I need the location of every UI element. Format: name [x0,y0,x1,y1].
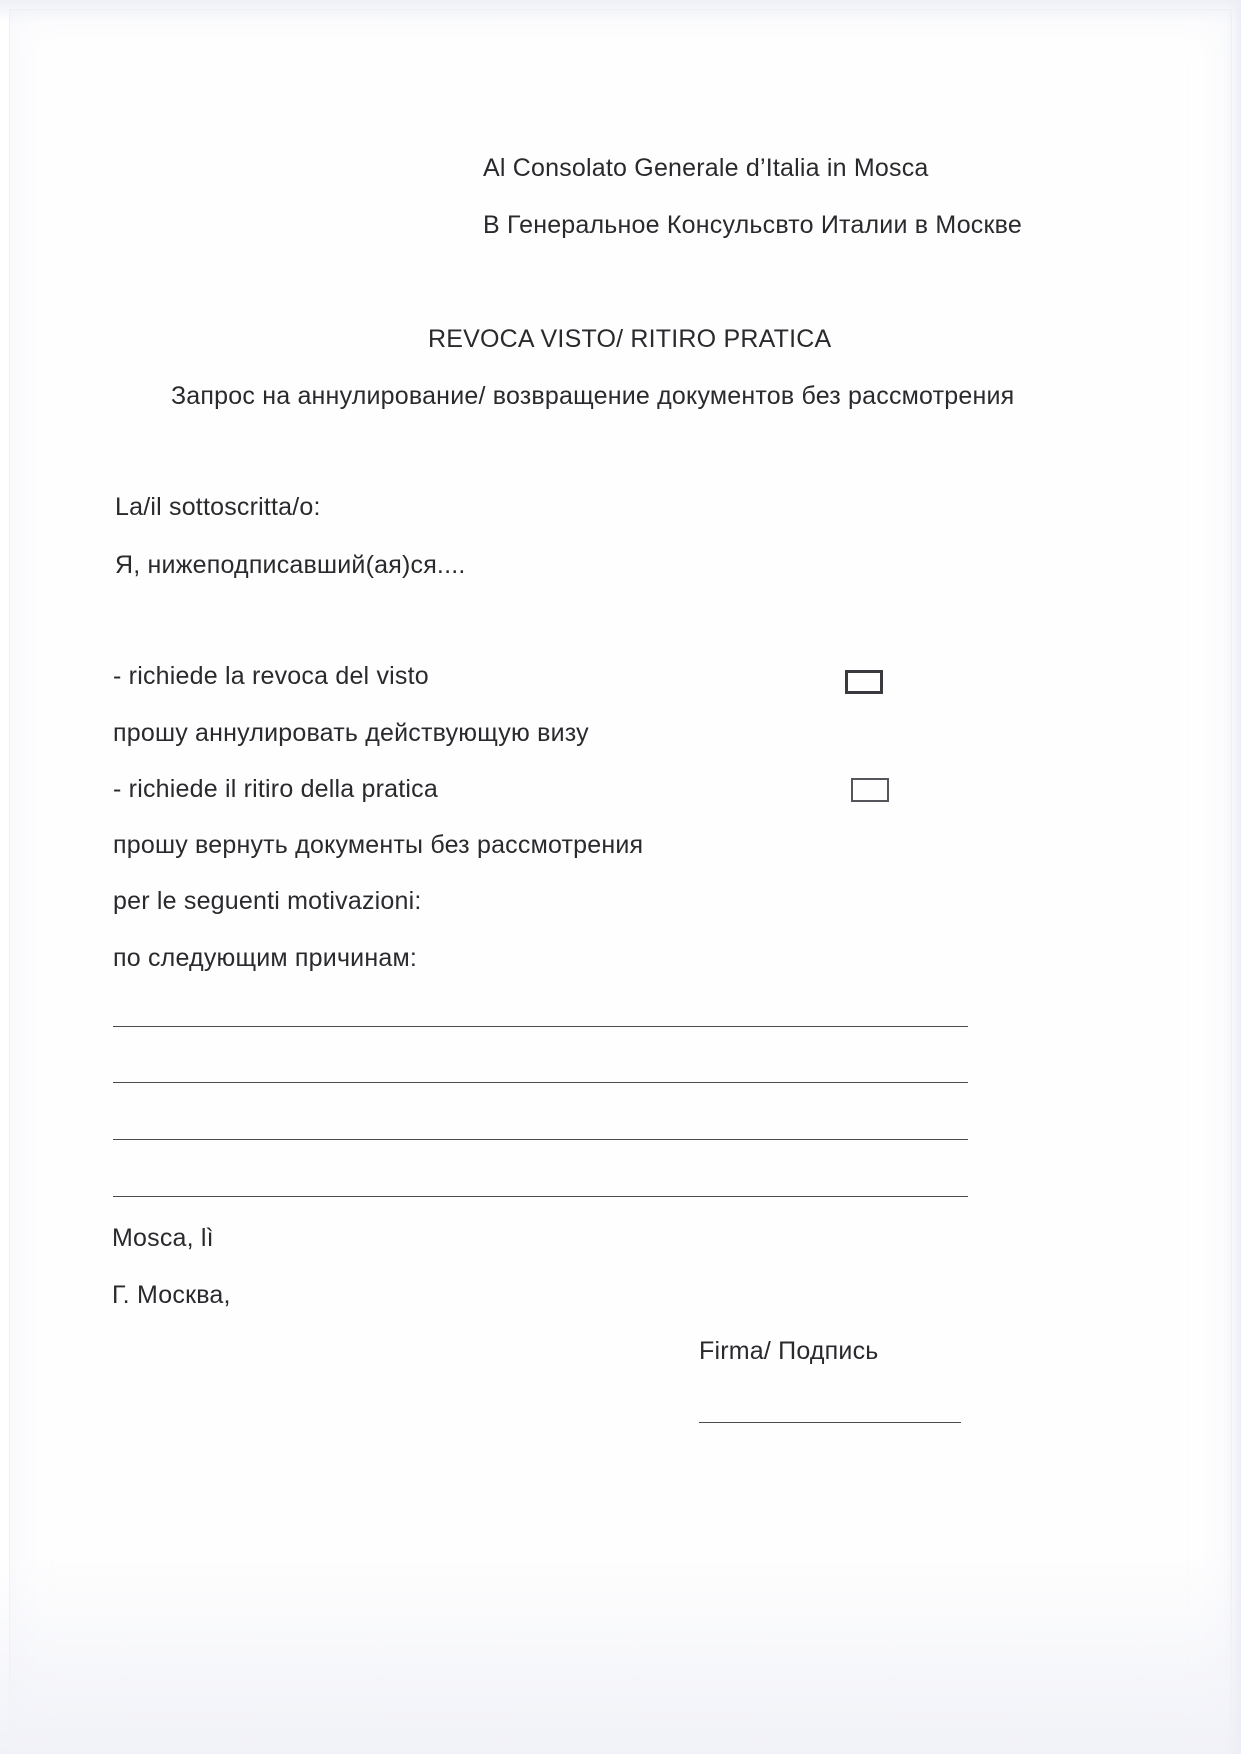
applicant-label-italian: La/il sottoscritta/o: [115,493,321,521]
reasons-label-russian: по следующим причинам: [113,944,417,972]
form-title-italian: REVOCA VISTO/ RITIRO PRATICA [428,325,832,353]
signature-label: Firma/ Подпись [699,1337,879,1365]
reasons-label-italian: per le seguenti motivazioni: [113,887,422,915]
option-withdraw-application-italian: - richiede il ritiro della pratica [113,775,438,803]
signature-line[interactable] [699,1422,961,1423]
withdraw-application-checkbox[interactable] [851,778,889,802]
revoke-visa-checkbox[interactable] [845,670,883,694]
reason-line-2[interactable] [113,1082,968,1083]
form-title-russian: Запрос на аннулирование/ возвращение документов без рассмотрения [171,382,1015,410]
option-revoke-visa-russian: прошу аннулировать действующую визу [113,719,589,747]
option-revoke-visa-italian: - richiede la revoca del visto [113,662,429,690]
scan-shadow-bottom [0,1554,1241,1754]
recipient-russian: В Генеральное Консульсвто Италии в Москве [483,211,1022,239]
place-label-italian: Mosca, lì [112,1224,214,1252]
reason-line-4[interactable] [113,1196,968,1197]
scan-shadow-right [1227,0,1241,1754]
reason-line-3[interactable] [113,1139,968,1140]
recipient-italian: Al Consolato Generale d’Italia in Mosca [483,154,929,182]
place-label-russian: Г. Москва, [112,1281,231,1309]
document-page [10,10,1231,1744]
reason-line-1[interactable] [113,1026,968,1027]
scan-shadow-top [0,0,1241,22]
applicant-label-russian: Я, нижеподписавший(ая)ся.... [115,551,466,579]
option-withdraw-application-russian: прошу вернуть документы без рассмотрения [113,831,644,859]
